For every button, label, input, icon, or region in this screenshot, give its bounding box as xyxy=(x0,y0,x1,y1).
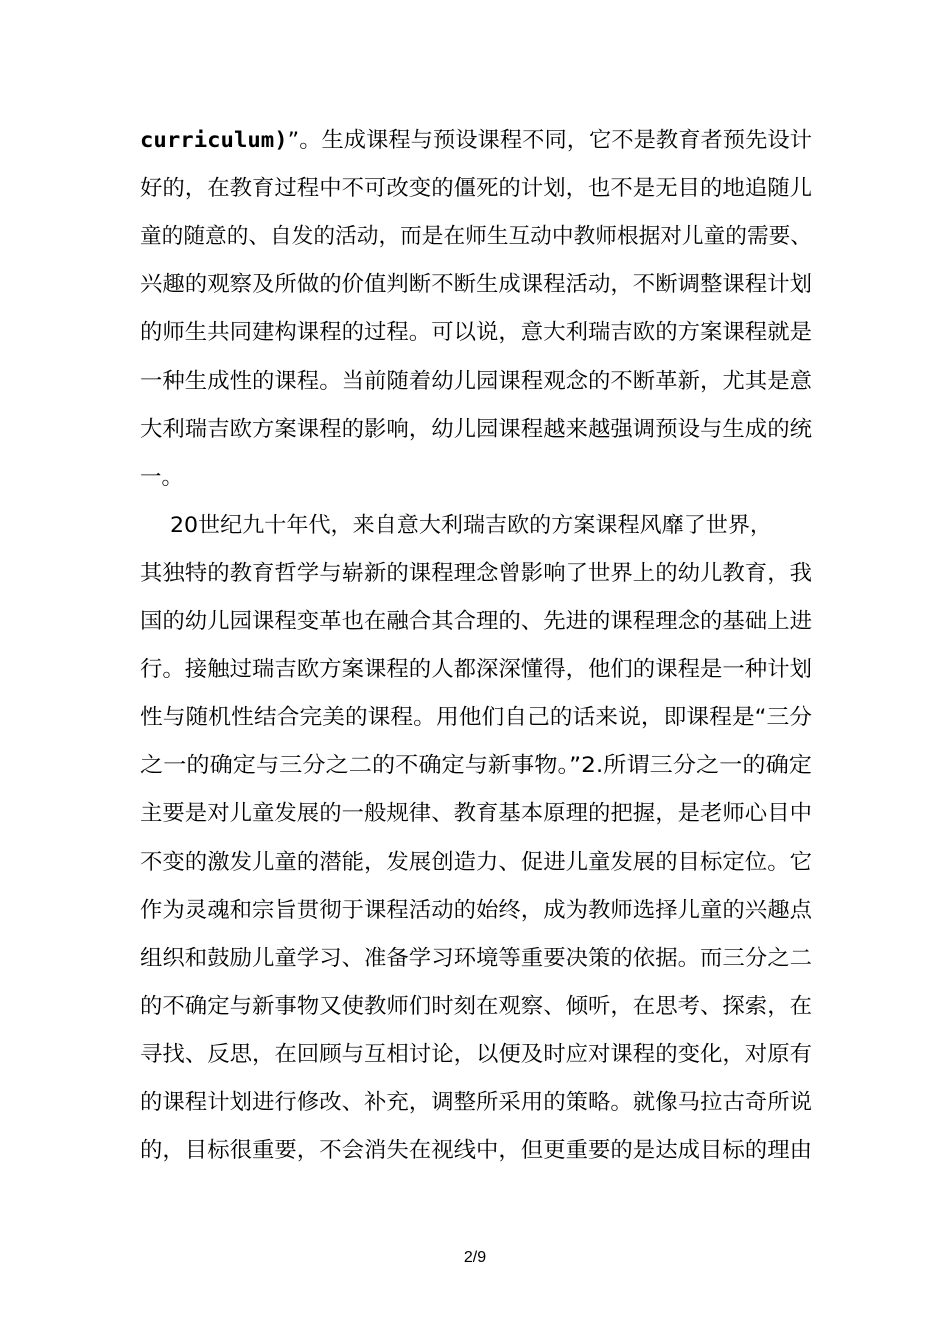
text-line xyxy=(0,559,950,589)
text-line xyxy=(0,896,950,926)
text-line xyxy=(0,1088,950,1118)
text-line xyxy=(0,607,950,637)
text-line xyxy=(0,799,950,829)
text-line-content: 行。接触过瑞吉欧方案课程的人都深深懂得，他们的课程是一种计划 xyxy=(140,657,812,683)
text-line-content: 兴趣的观察及所做的价值判断不断生成课程活动，不断调整课程计划 xyxy=(140,272,812,298)
text-line xyxy=(0,463,950,493)
text-line xyxy=(0,174,950,204)
text-line-content: 的师生共同建构课程的过程。可以说，意大利瑞吉欧的方案课程就是 xyxy=(140,320,812,346)
text-line-content: 20世纪九十年代，来自意大利瑞吉欧的方案课程风靡了世界， xyxy=(170,512,772,538)
text-line-content: 好的，在教育过程中不可改变的僵死的计划，也不是无目的地追随儿 xyxy=(140,176,812,202)
text-line xyxy=(0,367,950,397)
text-line xyxy=(0,751,950,781)
text-line xyxy=(0,415,950,445)
text-line xyxy=(0,703,950,733)
text-line-content: 的课程计划进行修改、补充，调整所采用的策略。就像马拉古奇所说 xyxy=(140,1090,812,1115)
text-line-content: 之一的确定与三分之二的不确定与新事物。”2.所谓三分之一的确定 xyxy=(140,753,812,779)
text-line-content: curriculum)”。生成课程与预设课程不同，它不是教育者预先设计 xyxy=(140,128,812,153)
text-line xyxy=(0,1040,950,1070)
text-line xyxy=(0,848,950,878)
text-line-content: 大利瑞吉欧方案课程的影响，幼儿园课程越来越强调预设与生成的统 xyxy=(140,416,812,442)
text-line xyxy=(0,992,950,1022)
text-line xyxy=(0,1136,950,1166)
text-line-content: 的不确定与新事物又使教师们时刻在观察、倾听，在思考、探索，在 xyxy=(140,993,812,1019)
text-line xyxy=(0,126,950,156)
text-line-content: 组织和鼓励儿童学习、准备学习环境等重要决策的依据。而三分之二 xyxy=(140,945,812,971)
text-line xyxy=(0,270,950,300)
text-line-content: 的，目标很重要，不会消失在视线中，但更重要的是达成目标的理由 xyxy=(140,1138,812,1164)
text-line xyxy=(0,318,950,348)
text-line-content: 主要是对儿童发展的一般规律、教育基本原理的把握，是老师心目中 xyxy=(140,801,812,827)
text-line-content: 童的随意的、自发的活动，而是在师生互动中教师根据对儿童的需要、 xyxy=(140,224,812,250)
text-line-content: 一种生成性的课程。当前随着幼儿园课程观念的不断革新，尤其是意 xyxy=(140,368,812,394)
text-line-content: 不变的激发儿童的潜能，发展创造力、促进儿童发展的目标定位。它 xyxy=(140,849,812,875)
text-line-content: 国的幼儿园课程变革也在融合其合理的、先进的课程理念的基础上进 xyxy=(140,609,812,634)
text-line xyxy=(0,655,950,685)
text-line-content: 一。 xyxy=(140,464,184,490)
page-number: 2/9 xyxy=(463,1249,487,1266)
text-line-content: 寻找、反思，在回顾与互相讨论，以便及时应对课程的变化，对原有 xyxy=(140,1041,812,1067)
text-line-content: 作为灵魂和宗旨贯彻于课程活动的始终，成为教师选择儿童的兴趣点 xyxy=(140,897,812,923)
text-line xyxy=(0,511,950,541)
text-line xyxy=(0,944,950,974)
text-line-content: 性与随机性结合完美的课程。用他们自己的话来说，即课程是“三分 xyxy=(140,705,812,731)
text-line xyxy=(0,222,950,252)
text-line-content: 其独特的教育哲学与崭新的课程理念曾影响了世界上的幼儿教育，我 xyxy=(140,560,812,586)
